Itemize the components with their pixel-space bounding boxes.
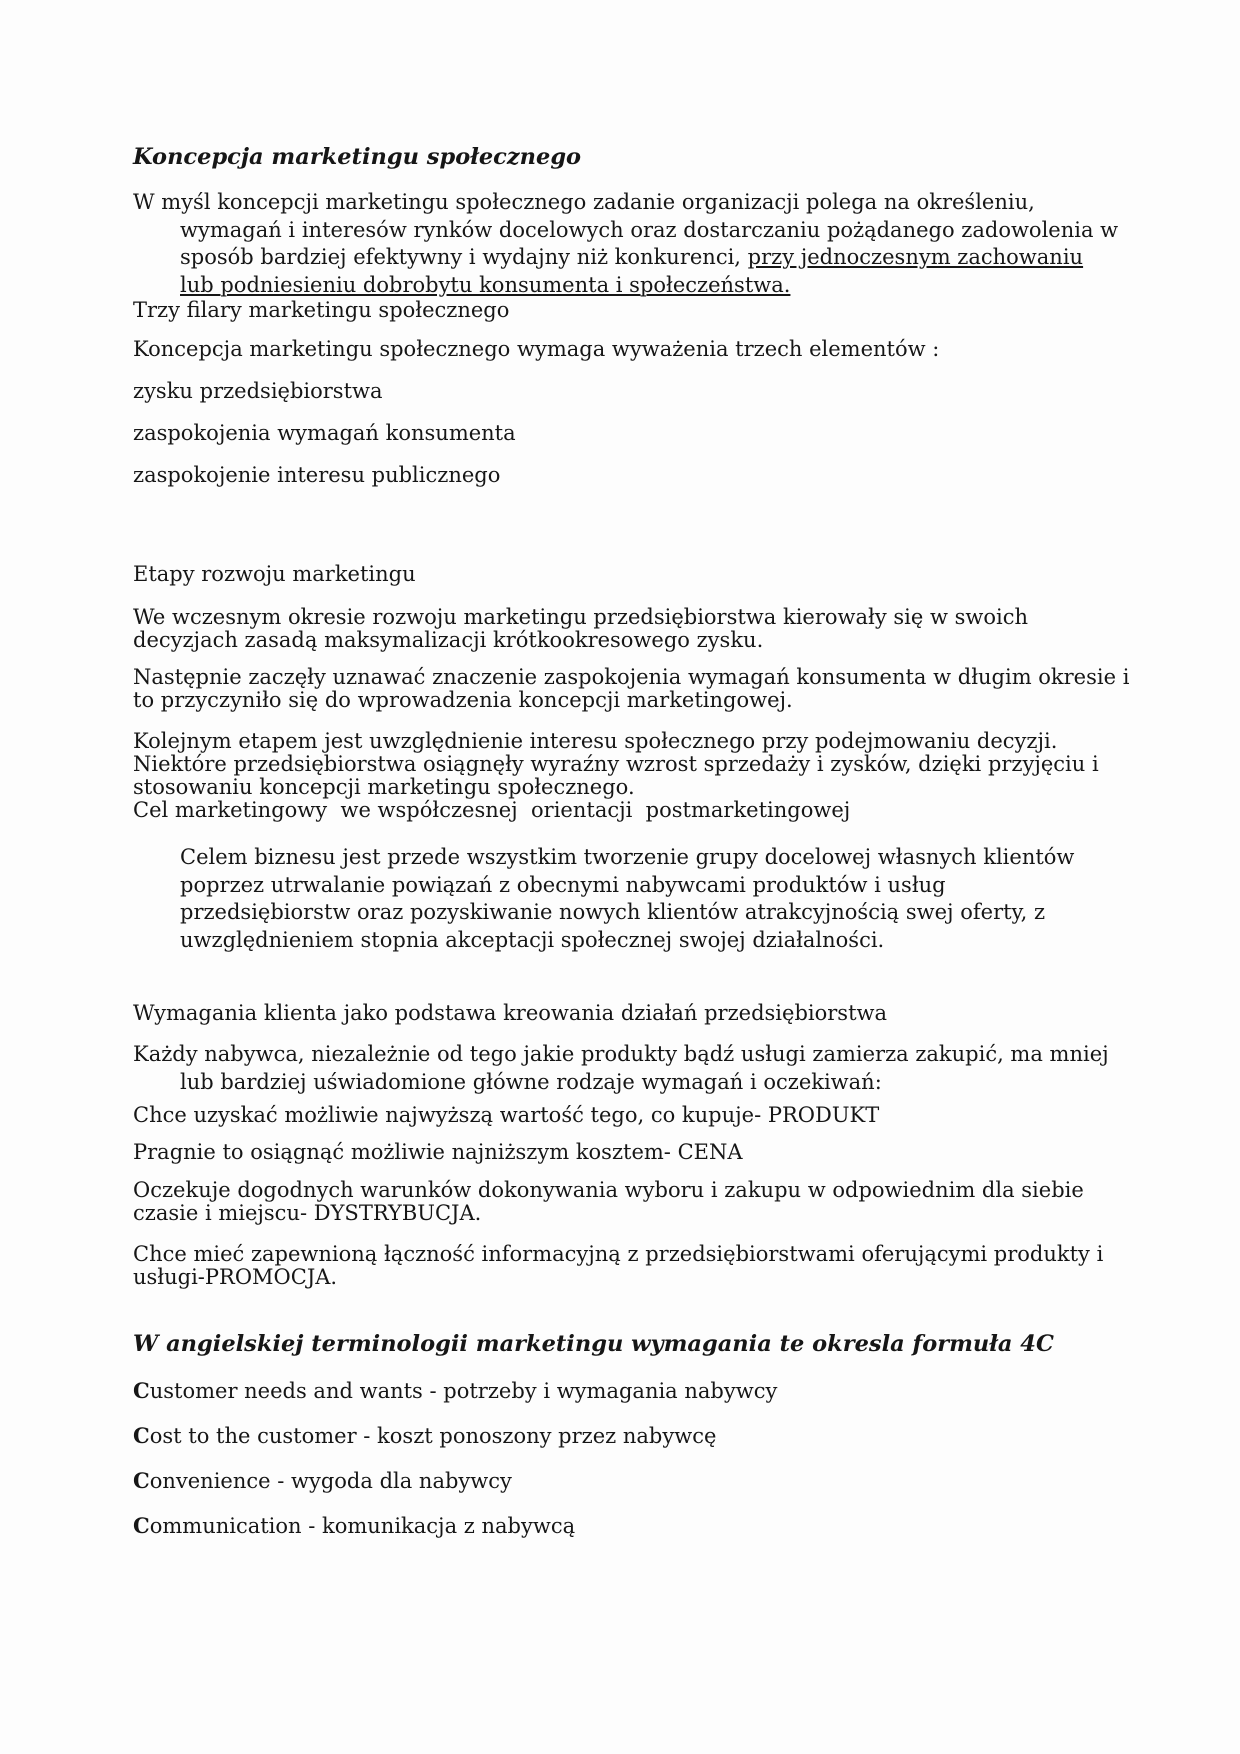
pillars-heading: Trzy filary marketingu społecznego (133, 298, 510, 322)
formula-item-communication: Communication - komunikacja z nabywcą (133, 1513, 576, 1538)
requirements-intro-paragraph (133, 1041, 1180, 1096)
pillar-item-consumer: zaspokojenia wymagań konsumenta (133, 421, 516, 445)
goal-detail-line-2: poprzez utrwalanie powiązań z obecnymi nabywcami produktów i usług (180, 872, 946, 897)
goal-detail-line-3: przedsiębiorstw oraz pozyskiwanie nowych klientów atrakcyjnością swej oferty, z (180, 900, 1046, 924)
doc-title: Koncepcja marketingu społecznego (133, 144, 582, 170)
stage-next-paragraph (133, 666, 1180, 712)
marketing-goal-line: Cel marketingowy we współczesnej orientacji postmarketingowej (133, 798, 851, 822)
requirement-distribution-line-1: Oczekuje dogodnych warunków dokonywania wyboru i zakupu w odpowiednim dla siebie (133, 1178, 1084, 1202)
stage-early-line-2: decyzjach zasadą maksymalizacji krótkookresowego zysku. (133, 628, 764, 652)
requirement-product: Chce uzyskać możliwie najwyższą wartość tego, co kupuje- PRODUKT (133, 1103, 880, 1127)
stage-next-line-2: to przyczyniło się do wprowadzenia koncepcji marketingowej. (133, 688, 793, 712)
formula-4c-heading: W angielskiej terminologii marketingu wymagania te okresla formuła 4C (133, 1331, 1054, 1357)
requirement-price: Pragnie to osiągnąć możliwie najniższym kosztem- CENA (133, 1140, 743, 1164)
stage-social-line-3: stosowaniu koncepcji marketingu społecznego. (133, 775, 635, 799)
requirement-distribution-line-2: czasie i miejscu- DYSTRYBUCJA. (133, 1201, 482, 1225)
intro-line-4 (133, 272, 1180, 300)
formula-item-cost: Cost to the customer - koszt ponoszony przez nabywcę (133, 1423, 717, 1448)
intro-line-3-text: sposób bardziej efektywny i wydajny niż konkurenci, (180, 245, 748, 269)
goal-detail-paragraph (133, 844, 1180, 954)
stage-social-line-2: Niektóre przedsiębiorstwa osiągnęły wyraźny wzrost sprzedaży i zysków, dzięki przyjęciu i (133, 752, 1099, 776)
stage-social-paragraph (133, 730, 1180, 822)
intro-line-3-underlined: przy jednoczesnym zachowaniu (747, 245, 1084, 269)
stage-early-paragraph (133, 606, 1180, 652)
intro-paragraph (133, 189, 1180, 299)
pillars-intro: Koncepcja marketingu społecznego wymaga wyważenia trzech elementów : (133, 337, 940, 361)
stage-social-line-1: Kolejnym etapem jest uwzględnienie interesu społecznego przy podejmowaniu decyzji. (133, 729, 1058, 753)
goal-detail-line-4: uwzględnieniem stopnia akceptacji społecznej swojej działalności. (180, 927, 885, 952)
stage-early-line-1: We wczesnym okresie rozwoju marketingu przedsiębiorstwa kierowały się w swoich (133, 605, 1029, 629)
stages-heading: Etapy rozwoju marketingu (133, 562, 416, 586)
requirements-heading: Wymagania klienta jako podstawa kreowania działań przedsiębiorstwa (133, 1001, 888, 1025)
intro-line-4-underlined: lub podniesieniu dobrobytu konsumenta i społeczeństwa. (180, 272, 791, 297)
intro-line-2: wymagań i interesów rynków docelowych oraz dostarczaniu pożądanego zadowolenia w (180, 217, 1119, 242)
stage-next-line-1: Następnie zaczęły uznawać znaczenie zaspokojenia wymagań konsumenta w długim okresie i (133, 665, 1130, 689)
requirements-intro-line-2: lub bardziej uświadomione główne rodzaje wymagań i oczekiwań: (180, 1069, 882, 1094)
requirement-promotion-line-2: usługi-PROMOCJA. (133, 1265, 338, 1289)
requirement-promotion (133, 1243, 1180, 1289)
requirement-distribution (133, 1179, 1180, 1225)
intro-line-3 (133, 244, 1180, 272)
formula-item-customer: Customer needs and wants - potrzeby i wymagania nabywcy (133, 1378, 778, 1403)
pillar-item-profit: zysku przedsiębiorstwa (133, 379, 383, 403)
intro-line-1: W myśl koncepcji marketingu społecznego zadanie organizacji polega na określeniu, (133, 190, 1035, 214)
requirements-intro-line-1: Każdy nabywca, niezależnie od tego jakie produkty bądź usługi zamierza zakupić, ma mniej (133, 1042, 1109, 1066)
formula-item-convenience: Convenience - wygoda dla nabywcy (133, 1468, 512, 1493)
requirement-promotion-line-1: Chce mieć zapewnioną łączność informacyjną z przedsiębiorstwami oferującymi produkty i (133, 1242, 1104, 1266)
pillar-item-public: zaspokojenie interesu publicznego (133, 463, 501, 487)
goal-detail-line-1: Celem biznesu jest przede wszystkim tworzenie grupy docelowej własnych klientów (180, 845, 1075, 869)
